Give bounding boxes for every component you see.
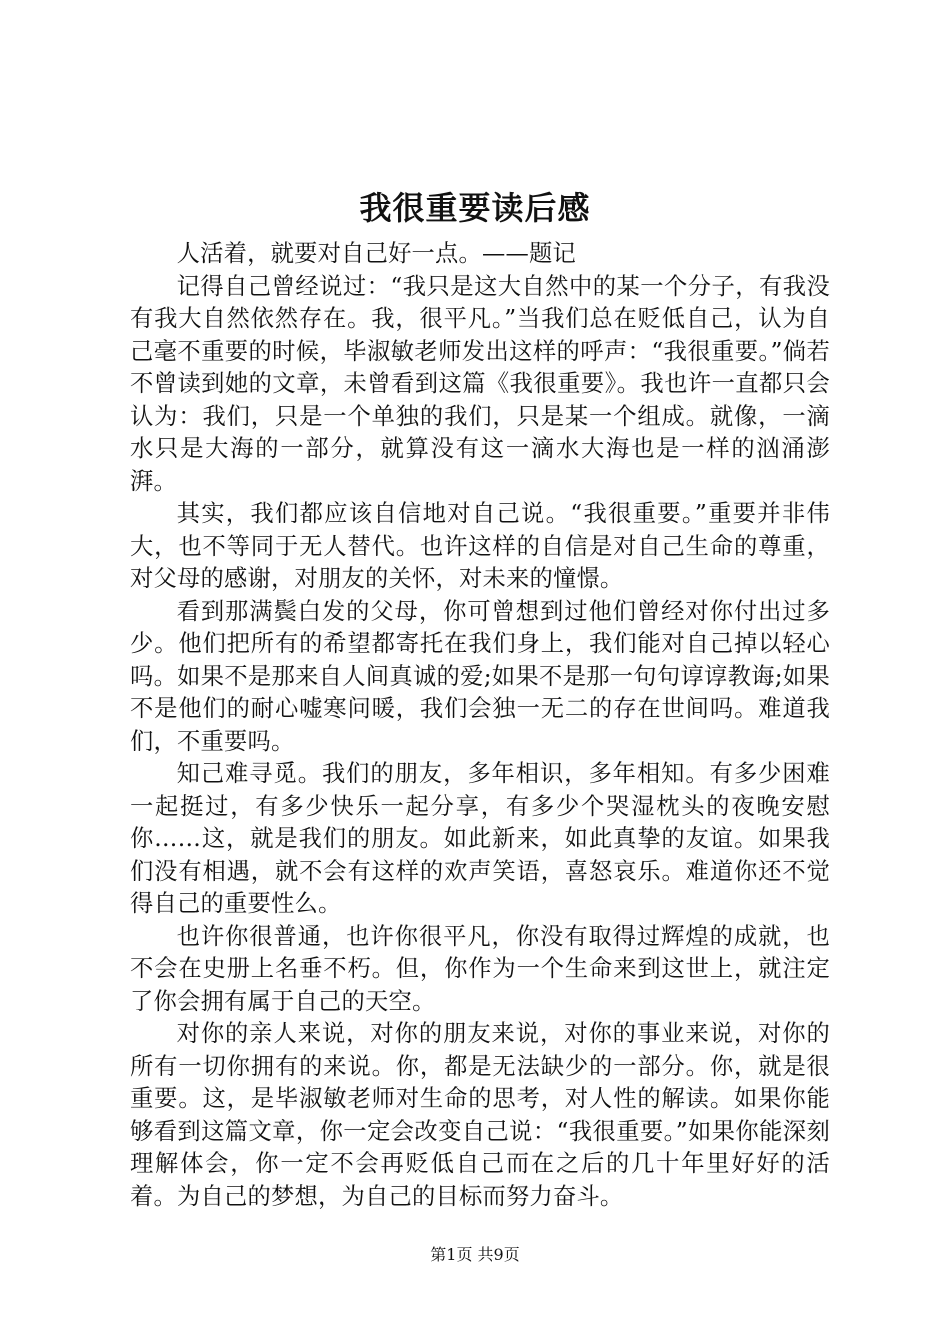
paragraph: 知己难寻觅。我们的朋友，多年相识，多年相知。有多少困难一起挺过，有多少快乐一起分享，有多少个哭湿枕头的夜晚安慰你……这，就是我们的朋友。如此新来，如此真挚的友谊。如果我们没有相遇，就不会有这样的欢声笑语，喜怒哀乐。难道你还不觉得自己的重要性么。: [130, 760, 830, 917]
paragraph: 记得自己曾经说过：“我只是这大自然中的某一个分子，有我没有我大自然依然存在。我，很平凡。”当我们总在贬低自己，认为自己毫不重要的时候，毕淑敏老师发出这样的呼声：“我很重要。”倘若不曾读到她的文章，未曾看到这篇《我很重要》。我也许一直都只会认为：我们，只是一个单独的我们，只是某一个组成。就像，一滴水只是大海的一部分，就算没有这一滴水大海也是一样的汹涌澎湃。: [130, 272, 830, 495]
paragraph: 其实，我们都应该自信地对自己说。“我很重要。”重要并非伟大，也不等同于无人替代。也许这样的自信是对自己生命的尊重，对父母的感谢，对朋友的关怀，对未来的憧憬。: [130, 500, 830, 592]
document-title: 我很重要读后感: [359, 189, 591, 227]
paragraph: 对你的亲人来说，对你的朋友来说，对你的事业来说，对你的所有一切你拥有的来说。你，都是无法缺少的一部分。你，就是很重要。这，是毕淑敏老师对生命的思考，对人性的解读。如果你能够看到这篇文章，你一定会改变自己说：“我很重要。”如果你能深刻理解体会，你一定不会再贬低自己而在之后的几十年里好好的活着。为自己的梦想，为自己的目标而努力奋斗。: [130, 1020, 830, 1210]
paragraph: 看到那满鬓白发的父母，你可曾想到过他们曾经对你付出过多少。他们把所有的希望都寄托在我们身上，我们能对自己掉以轻心吗。如果不是那来自人间真诚的爱;如果不是那一句句谆谆教诲;如果不是他们的耐心嘘寒问暖，我们会独一无二的存在世间吗。难道我们，不重要吗。: [130, 597, 830, 755]
paragraph: 也许你很普通，也许你很平凡，你没有取得过辉煌的成就，也不会在史册上名垂不朽。但，你作为一个生命来到这世上，就注定了你会拥有属于自己的天空。: [130, 922, 830, 1015]
paragraph-epigraph: 人活着，就要对自己好一点。——题记: [176, 240, 577, 267]
page-number-footer: 第1页 共9页: [430, 1245, 520, 1264]
document-body: [130, 238, 830, 1213]
